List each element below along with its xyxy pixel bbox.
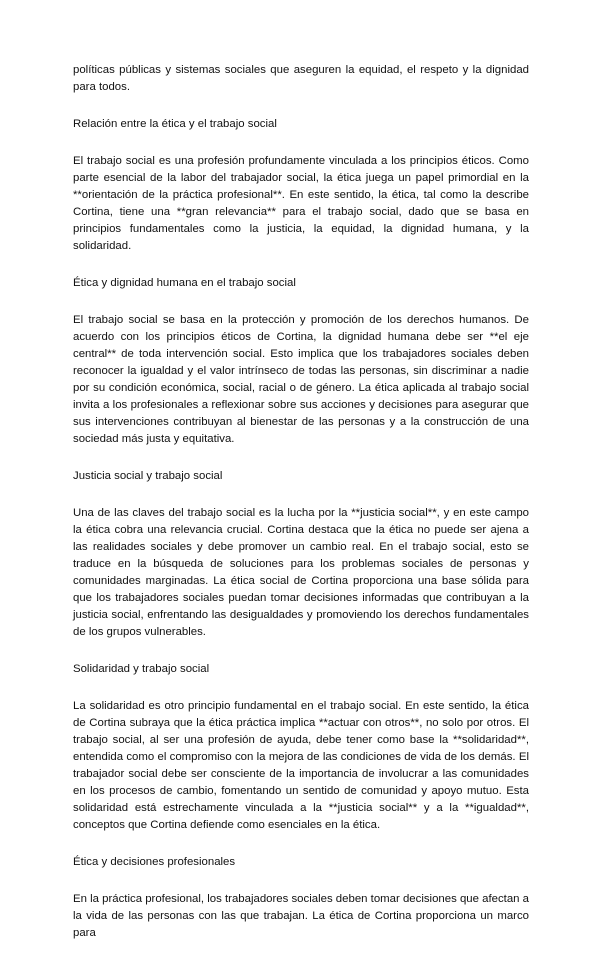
section-heading-justicia-social: Justicia social y trabajo social <box>73 470 223 482</box>
section-heading-solidaridad: Solidaridad y trabajo social <box>73 663 210 675</box>
section-body-etica-trabajo-social: El trabajo social es una profesión profundamente vinculada a los principios éticos. Como parte esencial de la labor del trabajador social, la ética juega un papel primordial en la **orientación de la práctica profesional**. En este sentido, la ética, tal como la describe Cortina, tiene una **gran relevancia** para el trabajo social, dado que se basa en principios fundamentales como la justicia, la equidad, la dignidad humana, y la solidaridad. <box>73 155 529 252</box>
intro-paragraph: políticas públicas y sistemas sociales que aseguren la equidad, el respeto y la dignidad para todos. <box>73 64 529 93</box>
section-heading-decisiones-profesionales: Ética y decisiones profesionales <box>73 856 236 868</box>
section-heading-dignidad-humana: Ética y dignidad humana en el trabajo social <box>73 277 296 289</box>
section-body-dignidad-humana: El trabajo social se basa en la protección y promoción de los derechos humanos. De acuerdo con los principios éticos de Cortina, la dignidad humana debe ser **el eje central** de toda intervención social. Esto implica que los trabajadores sociales deben reconocer la igualdad y el valor intrínseco de todas las personas, sin discriminar a nadie por su condición económica, social, racial o de género. La ética aplicada al trabajo social invita a los profesionales a reflexionar sobre sus acciones y decisiones para asegurar que sus intervenciones contribuyan al bienestar de las personas y a la construcción de una sociedad más justa y equitativa. <box>73 314 529 445</box>
document-page <box>73 62 529 962</box>
section-body-solidaridad: La solidaridad es otro principio fundamental en el trabajo social. En este sentido, la ética de Cortina subraya que la ética práctica implica **actuar con otros**, no solo por otros. El trabajo social, al ser una profesión de ayuda, debe tener como base la **solidaridad**, entendida como el compromiso con la mejora de las condiciones de vida de los demás. El trabajador social debe ser consciente de la importancia de involucrar a las comunidades en los procesos de cambio, fomentando un sentido de comunidad y apoyo mutuo. Esta solidaridad está estrechamente vinculada a la **justicia social** y a la **igualdad**, conceptos que Cortina defiende como esenciales en la ética. <box>73 700 529 831</box>
section-body-decisiones-profesionales: En la práctica profesional, los trabajadores sociales deben tomar decisiones que afectan a la vida de las personas con las que trabajan. La ética de Cortina proporciona un marco para <box>73 893 529 939</box>
section-heading-etica-trabajo-social: Relación entre la ética y el trabajo social <box>73 118 277 130</box>
section-body-justicia-social: Una de las claves del trabajo social es la lucha por la **justicia social**, y en este campo la ética cobra una relevancia crucial. Cortina destaca que la ética no puede ser ajena a las realidades sociales y debe promover un cambio real. En el trabajo social, esto se traduce en la búsqueda de soluciones para los problemas sociales de personas y comunidades marginadas. La ética social de Cortina proporciona una base sólida para que los trabajadores sociales puedan tomar decisiones informadas que contribuyan a la justicia social, enfrentando las desigualdades y promoviendo los derechos fundamentales de los grupos vulnerables. <box>73 507 529 638</box>
